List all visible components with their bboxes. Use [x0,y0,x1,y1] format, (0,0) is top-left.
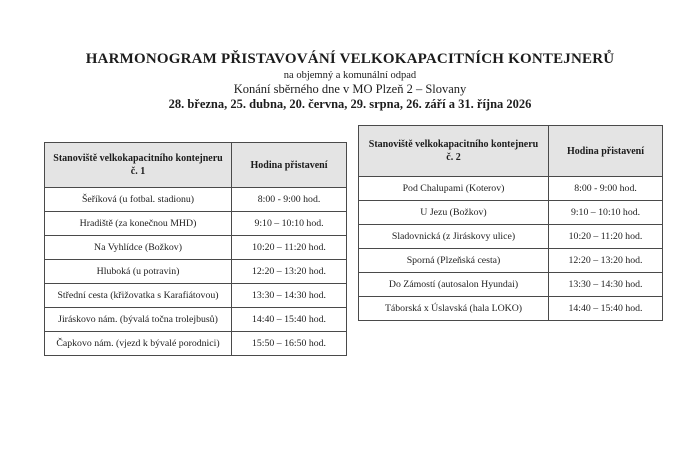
table-row [45,188,347,212]
table-row [45,308,347,332]
table-row [45,212,347,236]
time-cell: 13:30 – 14:30 hod. [549,273,663,297]
table-row [359,249,663,273]
location-cell: Čapkovo nám. (vjezd k bývalé porodnici) [45,332,232,356]
time-cell: 9:10 – 10:10 hod. [549,201,663,225]
time-column-header: Hodina přistavení [232,143,347,188]
schedule-table-container-1 [44,142,347,356]
time-cell: 12:20 – 13:20 hod. [549,249,663,273]
time-cell: 15:50 – 16:50 hod. [232,332,347,356]
table-row [359,177,663,201]
location-cell: Na Vyhlídce (Božkov) [45,236,232,260]
table-row [359,297,663,321]
time-cell: 8:00 - 9:00 hod. [232,188,347,212]
time-cell: 14:40 – 15:40 hod. [549,297,663,321]
page-title: HARMONOGRAM PŘISTAVOVÁNÍ VELKOKAPACITNÍCH KONTEJNERŮ [85,51,615,67]
location-cell: Sladovnická (z Jiráskovy ulice) [359,225,549,249]
table-row [359,273,663,297]
station-header-text: Stanoviště velkokapacitního kontejneru [368,139,539,150]
time-cell: 14:40 – 15:40 hod. [232,308,347,332]
location-cell: U Jezu (Božkov) [359,201,549,225]
table-row [45,284,347,308]
table-header-row [45,143,347,188]
table-row [45,332,347,356]
time-cell: 9:10 – 10:10 hod. [232,212,347,236]
location-cell: Šeříková (u fotbal. stadionu) [45,188,232,212]
location-cell: Pod Chalupami (Koterov) [359,177,549,201]
station-number-text: č. 1 [130,166,146,177]
station-header-text: Stanoviště velkokapacitního kontejneru [53,153,223,164]
location-cell: Střední cesta (křižovatka s Karafiátovou) [45,284,232,308]
document-header [0,50,700,112]
station-column-header [359,126,549,177]
table-row [45,260,347,284]
table-header-row [359,126,663,177]
location-cell: Hradiště (za konečnou MHD) [45,212,232,236]
time-cell: 13:30 – 14:30 hod. [232,284,347,308]
location-cell: Sporná (Plzeňská cesta) [359,249,549,273]
station-column-header [45,143,232,188]
time-column-header: Hodina přistavení [549,126,663,177]
location-cell: Hluboká (u potravin) [45,260,232,284]
event-line: Konání sběrného dne v MO Plzeň 2 – Slovany [233,82,467,96]
table-row [45,236,347,260]
time-cell: 10:20 – 11:20 hod. [232,236,347,260]
table-row [359,225,663,249]
location-cell: Táborská x Úslavská (hala LOKO) [359,297,549,321]
schedule-table-container-2 [358,125,663,321]
location-cell: Do Zámostí (autosalon Hyundai) [359,273,549,297]
time-cell: 8:00 - 9:00 hod. [549,177,663,201]
dates-line: 28. března, 25. dubna, 20. června, 29. srpna, 26. září a 31. října 2026 [168,97,532,111]
station-number-text: č. 2 [446,152,461,163]
location-cell: Jiráskovo nám. (bývalá točna trolejbusů) [45,308,232,332]
page-subtitle: na objemný a komunální odpad [283,70,417,81]
table-row [359,201,663,225]
time-cell: 10:20 – 11:20 hod. [549,225,663,249]
time-cell: 12:20 – 13:20 hod. [232,260,347,284]
